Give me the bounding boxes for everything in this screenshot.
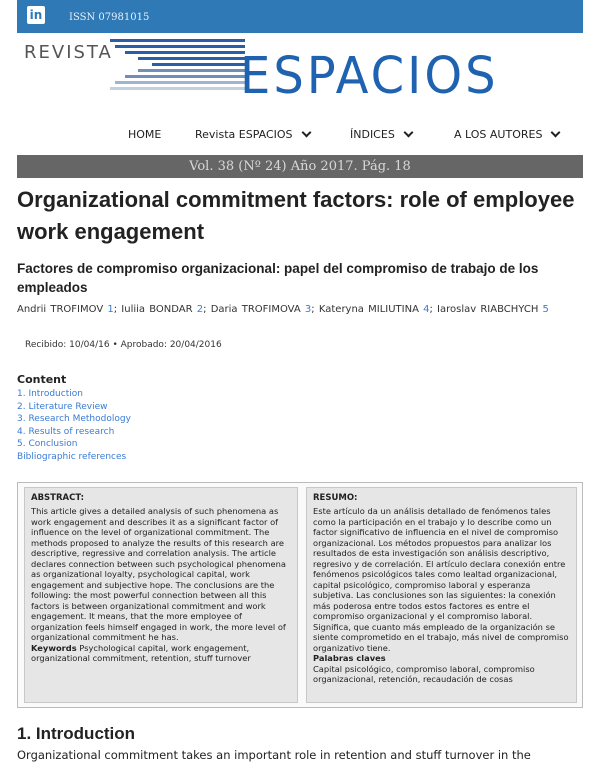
keywords-label: Keywords (31, 642, 77, 653)
author-name: Daria TROFIMOVA (210, 304, 301, 315)
author-ref-link[interactable]: 5 (542, 304, 549, 315)
site-logo[interactable] (20, 36, 580, 108)
abstract-text: This article gives a detailed analysis of such phenomena as work engagement and describes it as a significant factor of influence on the level of organizational commitment. The methods proposed to analyze the results of this research are descriptive, regressive and correlation analysis. The article declares connection between such psychological phenomena as organizational loyalty, psychological capital, work engagement and subjective hope. The conclusions are the following: the most powerful connection between all this factors is between organizational commitment and work engagement. It means, that the more employee of organization feels himself engaged in work, the more level of organizational commitment he has. (31, 506, 286, 642)
chevron-down-icon (403, 128, 413, 138)
introduction-paragraph: Organizational commitment takes an important role in retention and stuff turnover in the (17, 748, 531, 762)
author-list: Andrii TROFIMOV 1; Iuliia BONDAR 2; Daria TROFIMOVA 3; Kateryna MILIUTINA 4; Iaroslav RIABCHYCH 5 (17, 304, 549, 315)
abstract-column (24, 487, 298, 703)
toc-link-bibliography[interactable]: Bibliographic references (17, 451, 127, 462)
submission-dates: Recibido: 10/04/16 • Aprobado: 20/04/2016 (25, 340, 222, 350)
nav-home-label: HOME (128, 128, 162, 141)
nav-revista-label: Revista ESPACIOS (195, 128, 293, 141)
nav-a-los-autores[interactable] (454, 128, 559, 141)
nav-indices[interactable] (350, 128, 412, 141)
palabras-claves-label: Palabras claves (313, 653, 386, 663)
author-name: Andrii TROFIMOV (17, 304, 104, 315)
logo-revista-text: REVISTA (24, 42, 113, 63)
author-ref-link[interactable]: 3 (304, 304, 312, 315)
introduction-heading: 1. Introduction (17, 724, 136, 743)
author-ref-link[interactable]: 1 (107, 304, 114, 315)
keywords-text: Psychological capital, work engagement, organizational commitment, retention, stuff turnover (31, 642, 251, 663)
chevron-down-icon (551, 128, 561, 138)
abstract-heading: ABSTRACT: (31, 493, 85, 503)
author-ref-link[interactable]: 2 (196, 304, 204, 315)
palabras-claves-text: Capital psicológico, compromiso laboral, compromiso organizacional, retención, recaudación de cosas (313, 663, 535, 684)
content-heading: Content (17, 373, 67, 386)
issn-label: ISSN 07981015 (69, 12, 150, 23)
resumo-column (306, 487, 577, 703)
table-of-contents (17, 388, 131, 463)
toc-link-research-methodology[interactable]: 3. Research Methodology (17, 414, 131, 424)
volume-bar: Vol. 38 (Nº 24) Año 2017. Pág. 18 (17, 155, 583, 178)
main-nav (0, 124, 600, 146)
chevron-down-icon (301, 128, 311, 138)
logo-espacios-text: ESPACIOS (240, 46, 499, 106)
nav-autores-label: A LOS AUTORES (454, 128, 543, 141)
author-name: Kateryna MILIUTINA (318, 304, 419, 315)
resumo-heading: RESUMO: (313, 493, 358, 503)
nav-home[interactable] (128, 128, 161, 141)
article-subtitle: Factores de compromiso organizacional: papel del compromiso de trabajo de los empleados (17, 261, 539, 295)
top-bar (17, 0, 583, 33)
toc-link-conclusion[interactable]: 5. Conclusion (17, 439, 78, 449)
author-ref-link[interactable]: 4 (423, 304, 430, 315)
article-title: Organizational commitment factors: role of employee work engagement (17, 187, 575, 244)
linkedin-icon[interactable]: in (27, 6, 45, 24)
resumo-text: Este artículo da un análisis detallado de fenómenos tales como la participación en el trabajo y lo describe como un factor significativo de influencia en el nivel de compromiso organizacional. Los métodos propuestos para analizar los resultados de esta investigación son análisis descriptivo, regresivo y de correlación. El artículo declara conexión entre fenómenos psicológicos tales como lealtad organizacional, capital psicológico, compromiso laboral y esperanza subjetiva. Las conclusiones son las siguientes: la conexión más poderosa entre todos estos factores es entre el compromiso organizacional y el compromiso laboral. Significa, que cuanto más empleado de la organización se siente comprometido en el trabajo, más nivel de compromiso organizativo tiene. (313, 506, 569, 653)
toc-link-introduction[interactable]: 1. Introduction (17, 389, 83, 399)
toc-link-literature-review[interactable]: 2. Literature Review (17, 401, 108, 412)
author-name: Iaroslav RIABCHYCH (437, 304, 539, 315)
toc-link-results[interactable]: 4. Results of research (17, 426, 115, 437)
abstract-box (17, 482, 583, 708)
nav-indices-label: ÍNDICES (350, 128, 395, 141)
nav-revista-espacios[interactable] (195, 128, 310, 141)
author-name: Iuliia BONDAR (121, 304, 193, 315)
